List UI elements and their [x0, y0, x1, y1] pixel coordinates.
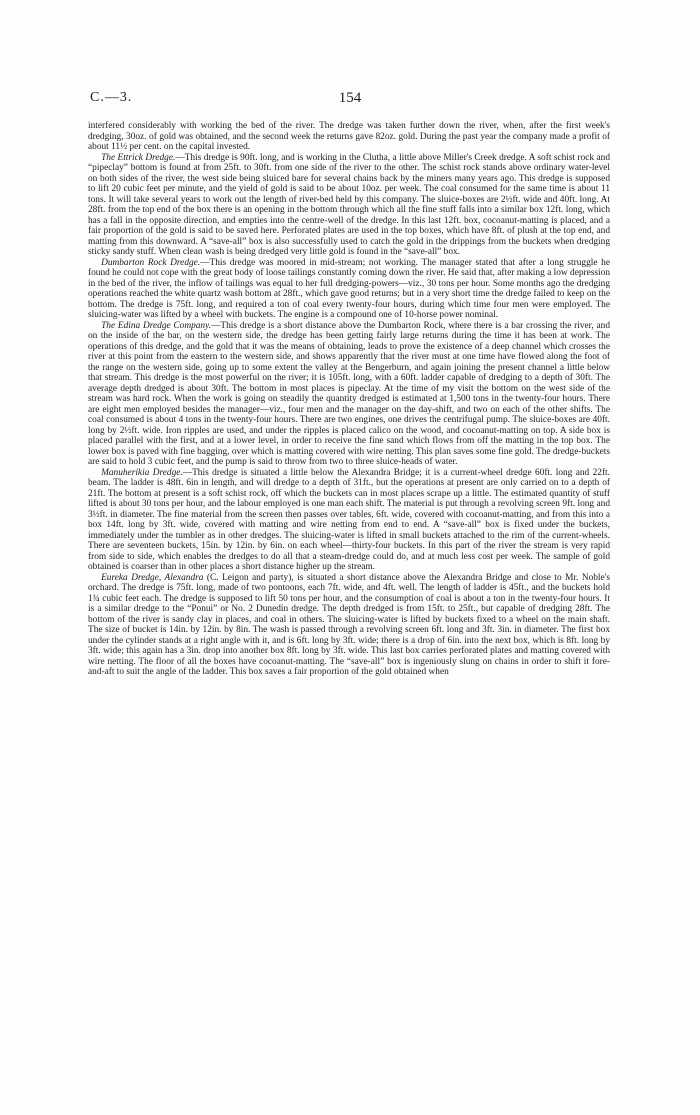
- page-number: 154: [338, 90, 362, 106]
- paragraph-text: —This dredge is a short distance above the Dumbarton Rock, where there is a bar crossing the river, and on the inside of the bar, on the western side, the dredge has been getting fairly large returns during the time it has been at work. The operations of this dredge, and the gold that it was the means of obtaining, leads to prove the existence of a deep channel which crosses the river at this point from the eastern to the western side, and shows apparently that the river must at one time have flowed along the foot of the range on the western side, going up to some extent the valley at the Bengerburn, and again joining the present channel a little below that stream. This dredge is the most powerful on the river; it is 105ft. long, with a 60ft. ladder capable of dredging to a depth of 30ft. The average depth dredged is about 30ft. The bottom in most places is pipeclay. At the time of my visit the bottom on the west side of the stream was hard rock. When the work is going on steadily the quantity dredged is estimated at 1,500 tons in the twenty-four hours. There are eight men employed besides the manager—viz., four men and the manager on the day-shift, and two on each of the other shifts. The coal consumed is about 4 tons in the twenty-four hours. There are two engines, one drives the centrifugal pump. The sluice-boxes are 40ft. long by 2½ft. wide. Iron ripples are used, and under the ripples is placed calico on the wood, and cocoanut-matting on top. A side box is placed parallel with the first, and at a lower level, in order to receive the fine sand which flows from off the matting in the top box. The lower box is paved with fine bagging, over which is matting covered with wire netting. This plan saves some fine gold. The dredge-buckets are said to hold 3 cubic feet, and the pump is said to throw from two to three sluice-heads of water.: [88, 320, 611, 467]
- paragraph-title: The Ettrick Dredge.: [101, 152, 176, 163]
- paragraph-text: interfered considerably with working the bed of the river. The dredge was taken further down the river, when, after the first week's dredging, 30oz. of gold was obtained, and the second week the returns gave 82oz. gold. During the past year the company made a profit of about 11½ per cent. on the capital invested.: [88, 121, 610, 152]
- page-header: [90, 90, 610, 110]
- paragraph-edina-dredge-company: [88, 321, 610, 468]
- paragraph-manuherikia-dredge: [88, 468, 610, 573]
- paragraph-eureka-dredge: [88, 573, 610, 678]
- paragraph-text: —This dredge was moored in mid-stream; not working. The manager stated that after a long struggle he found he could not cope with the great body of loose tailings constantly coming down the river. He said that, after making a low depression in the bed of the river, the inflow of tailings was equal to her full dredging-powers—viz., 30 tons per hour. Some months ago the dredging operations reached the white quartz wash bottom at 28ft., which gave good returns; but in a very short time the dredge failed to keep on the bottom. The dredge is 75ft. long, and required a ton of coal every twenty-four hours, during which time four men were employed. The sluicing-water was lifted by a wheel with buckets. The engine is a compound one of 10-horse power nominal.: [88, 257, 610, 320]
- body-text: [88, 121, 610, 678]
- paragraph-title: Eureka Dredge, Alexandra: [101, 572, 204, 583]
- paragraph-text: —This dredge is 90ft. long, and is working in the Clutha, a little above Miller's Creek dredge. A soft schist rock and “pipeclay” bottom is found at from 25ft. to 30ft. from one side of the river to the other. The schist rock stands above ordinary water-level on both sides of the river, the west side being sluiced bare for several chains back by the miners many years ago. This dredge is supposed to lift 20 cubic feet per minute, and the yield of gold is said to be about 10oz. per week. The coal consumed for the same time is about 11 tons. It will take several years to work out the length of river-bed held by this company. The sluice-boxes are 2½ft. wide and 40ft. long. At 28ft. from the top end of the box there is an opening in the bottom through which all the fine stuff falls into a similar box 12ft. long, which has a fall in the opposite direction, and empties into the centre-well of the dredge. In this last 12ft. box, cocoanut-matting is placed, and a fair proportion of the gold is said to be saved here. Perforated plates are used in the top boxes, which have 8ft. of plush at the top end, and matting from this downward. A “save-all” box is also successfully used to catch the gold in the drippings from the buckets when dredging sticky sandy stuff. When clean wash is being dredged very little gold is found in the “save-all” box.: [88, 152, 611, 257]
- section-reference: C.—3.: [90, 90, 133, 105]
- paragraph-title: Dumbarton Rock Dredge.: [101, 257, 201, 268]
- paragraph-text: —This dredge is situated a little below the Alexandra Bridge; it is a current-wheel dredge 60ft. long and 22ft. beam. The ladder is 48ft. 6in in length, and will dredge to a depth of 31ft., but the operations at present are only carried on to a depth of 21ft. The bottom at present is a soft schist rock, off which the buckets can in most places scrape up a little. The estimated quantity of stuff lifted is about 30 tons per hour, and the labour employed is one man each shift. The material is put through a revolving screen 9ft. long and 3½ft. in diameter. The fine material from the screen then passes over tables, 6ft. wide, covered with cocoanut-matting, and from this into a box 14ft. long by 3ft. wide, covered with matting and wire netting from end to end. A “save-all” box is fixed under the buckets, immediately under the tumbler as in other dredges. The sluicing-water is lifted in small buckets attached to the rim of the current-wheels. There are seventeen buckets, 15in. by 12in. by 6in. on each wheel—thirty-four buckets. In this part of the river the stream is very rapid from side to side, which enables the dredges to do all that a steam-dredge could do, and at much less cost per week. The sample of gold obtained is coarser than in other places a short distance higher up the stream.: [88, 467, 610, 572]
- paragraph-text: (C. Leigon and party), is situated a short distance above the Alexandra Bridge and close to Mr. Noble's orchard. The dredge is 75ft. long, made of two pontoons, each 7ft. wide, and 4ft. well. The length of ladder is 45ft., and the buckets hold 1¾ cubic feet each. The dredge is supposed to lift 50 tons per hour, and the consumption of coal is about a ton in the twenty-four hours. It is a similar dredge to the “Ponui” or No. 2 Dunedin dredge. The depth dredged is from 15ft. to 25ft., but capable of dredging 28ft. The bottom of the river is sandy clay in places, and coal in others. The sluicing-water is lifted by buckets fixed to a wheel on the main shaft. The size of bucket is 14in. by 12in. by 8in. The wash is passed through a revolving screen 6ft. long and 3ft. 3in. in diameter. The first box under the cylinder stands at a right angle with it, and is 6ft. long by 3ft. wide; there is a drop of 6in. into the next box, which is 8ft. long by 3ft. wide; this again has a 3in. drop into another box 8ft. long by 3ft. wide. This last box carries perforated plates and matting covered with wire netting. The floor of all the boxes have cocoanut-matting. The “save-all” box is ingeniously slung on chains in order to shift it fore-and-aft to suit the angle of the ladder. This box saves a fair proportion of the gold obtained when: [88, 572, 610, 677]
- paragraph-dumbarton-rock-dredge: [88, 258, 610, 321]
- paragraph-title: Manuherikia Dredge.: [101, 467, 183, 478]
- paragraph-title: The Edina Dredge Company.: [101, 320, 212, 331]
- paragraph-ettrick-dredge: [88, 153, 610, 258]
- paragraph-continuation: [88, 121, 610, 153]
